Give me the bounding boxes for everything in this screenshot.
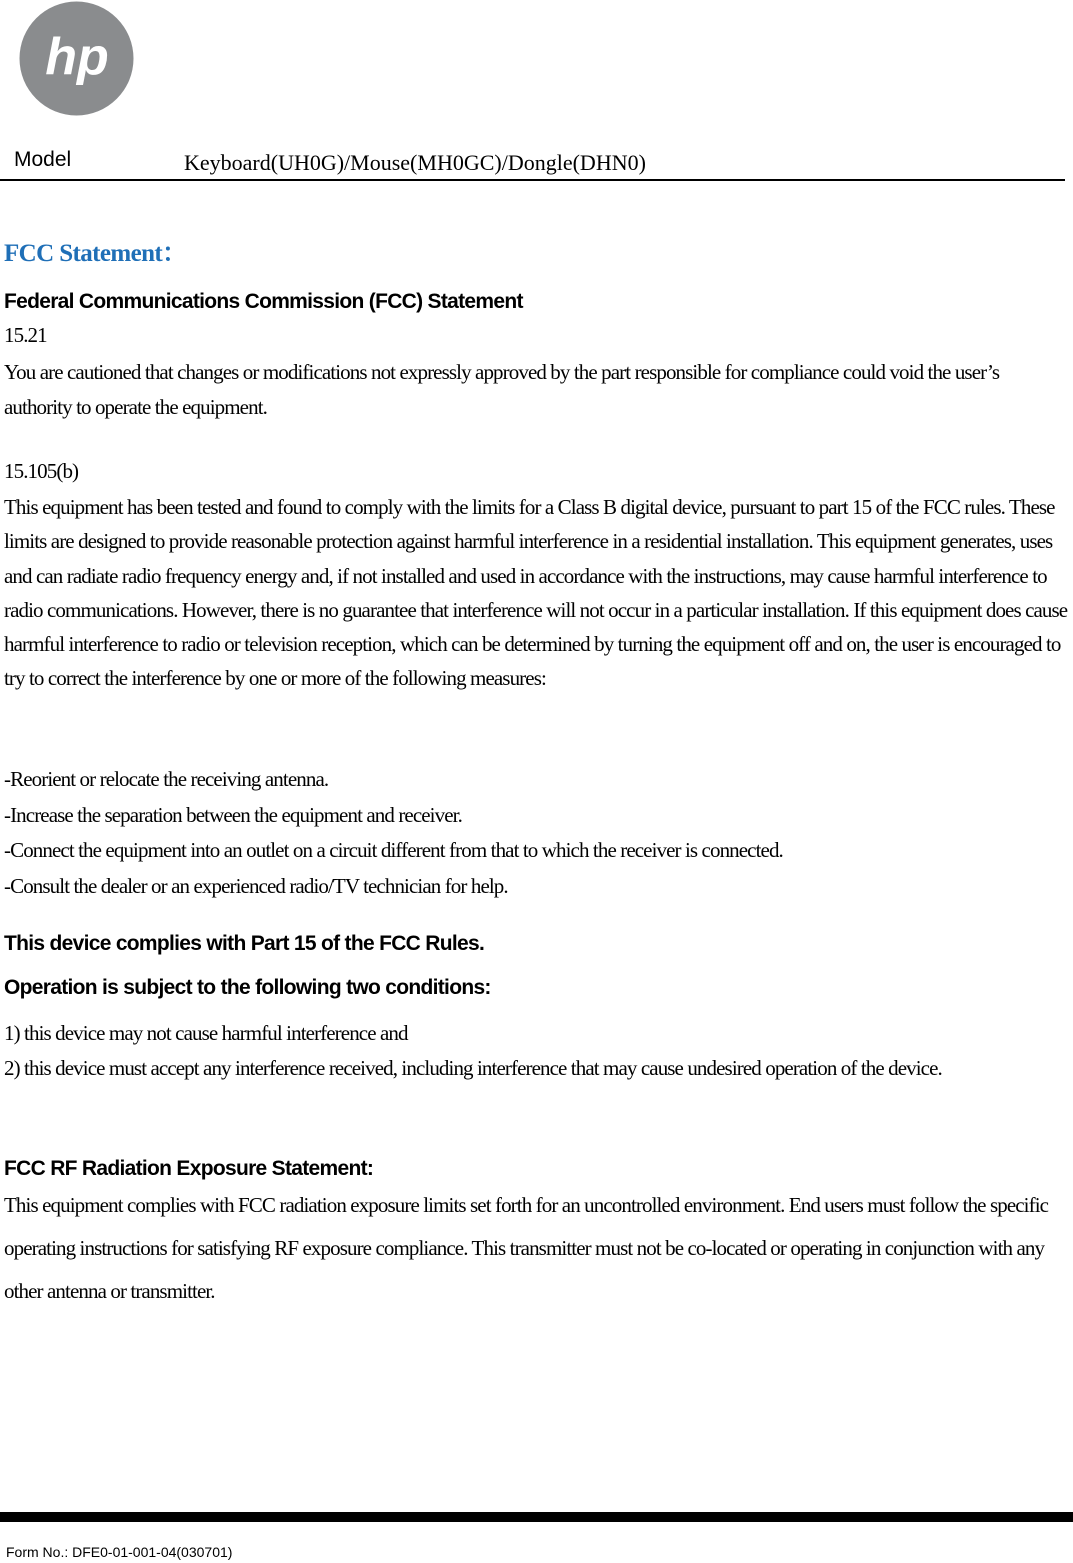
form-number: Form No.: DFE0-01-001-04(030701) — [6, 1544, 233, 1560]
measures-list — [4, 762, 783, 904]
measure-item: -Consult the dealer or an experienced radio/TV technician for help. — [4, 873, 508, 898]
fcc-statement-title: Federal Communications Commission (FCC) Statement — [4, 290, 523, 313]
measure-item: -Connect the equipment into an outlet on a circuit different from that to which the receiver is connected. — [4, 838, 783, 862]
measure-item: -Reorient or relocate the receiving antenna. — [4, 767, 329, 791]
hp-logo-text: hp — [45, 28, 109, 86]
fcc-statement-heading: FCC Statement： — [4, 240, 187, 267]
section-15-105b-number: 15.105(b) — [4, 459, 79, 483]
model-value: Keyboard(UH0G)/Mouse(MH0GC)/Dongle(DHN0) — [184, 150, 646, 175]
compliance-title: This device complies with Part 15 of the FCC Rules. — [4, 932, 485, 955]
section-15-105b-text: This equipment has been tested and found to comply with the limits for a Class B digital device, pursuant to part 15 of the FCC rules. These limits are designed to provide reasonable protection against harmful interference in a residential installation. This equipment generates, uses and can radiate radio frequency energy and, if not installed and used in accordance with the instructions, may cause harmful interference to radio communications. However, there is no guarantee that interference will not occur in a particular installation. If this equipment does cause harmful interference to radio or television reception, which can be determined by turning the equipment off and on, the user is encouraged to try to correct the interference by one or more of the following measures: — [4, 495, 1068, 691]
header-divider — [0, 179, 1065, 181]
rf-exposure-title: FCC RF Radiation Exposure Statement: — [4, 1157, 374, 1180]
footer-divider — [0, 1512, 1073, 1522]
rf-exposure-text: This equipment complies with FCC radiation exposure limits set forth for an uncontrolled environment. End users must follow the specific operating instructions for satisfying RF exposure compliance. This transmitter must not be co-located or operating in conjunction with any other antenna or transmitter. — [4, 1193, 1049, 1303]
hp-logo — [18, 0, 135, 117]
conditions-list — [4, 1016, 1064, 1086]
conditions-title: Operation is subject to the following two conditions: — [4, 976, 491, 999]
section-15-21-number: 15.21 — [4, 323, 47, 347]
hp-logo-mark — [18, 0, 135, 117]
model-label: Model — [14, 148, 72, 171]
condition-item: 1) this device may not cause harmful interference and — [4, 1021, 408, 1045]
measure-item: -Increase the separation between the equipment and receiver. — [4, 802, 462, 827]
section-15-21-text: You are cautioned that changes or modifications not expressly approved by the part responsible for compliance could void the user’s authority to operate the equipment. — [4, 360, 1000, 419]
condition-item: 2) this device must accept any interference received, including interference that may cause undesired operation of the device. — [4, 1056, 942, 1080]
